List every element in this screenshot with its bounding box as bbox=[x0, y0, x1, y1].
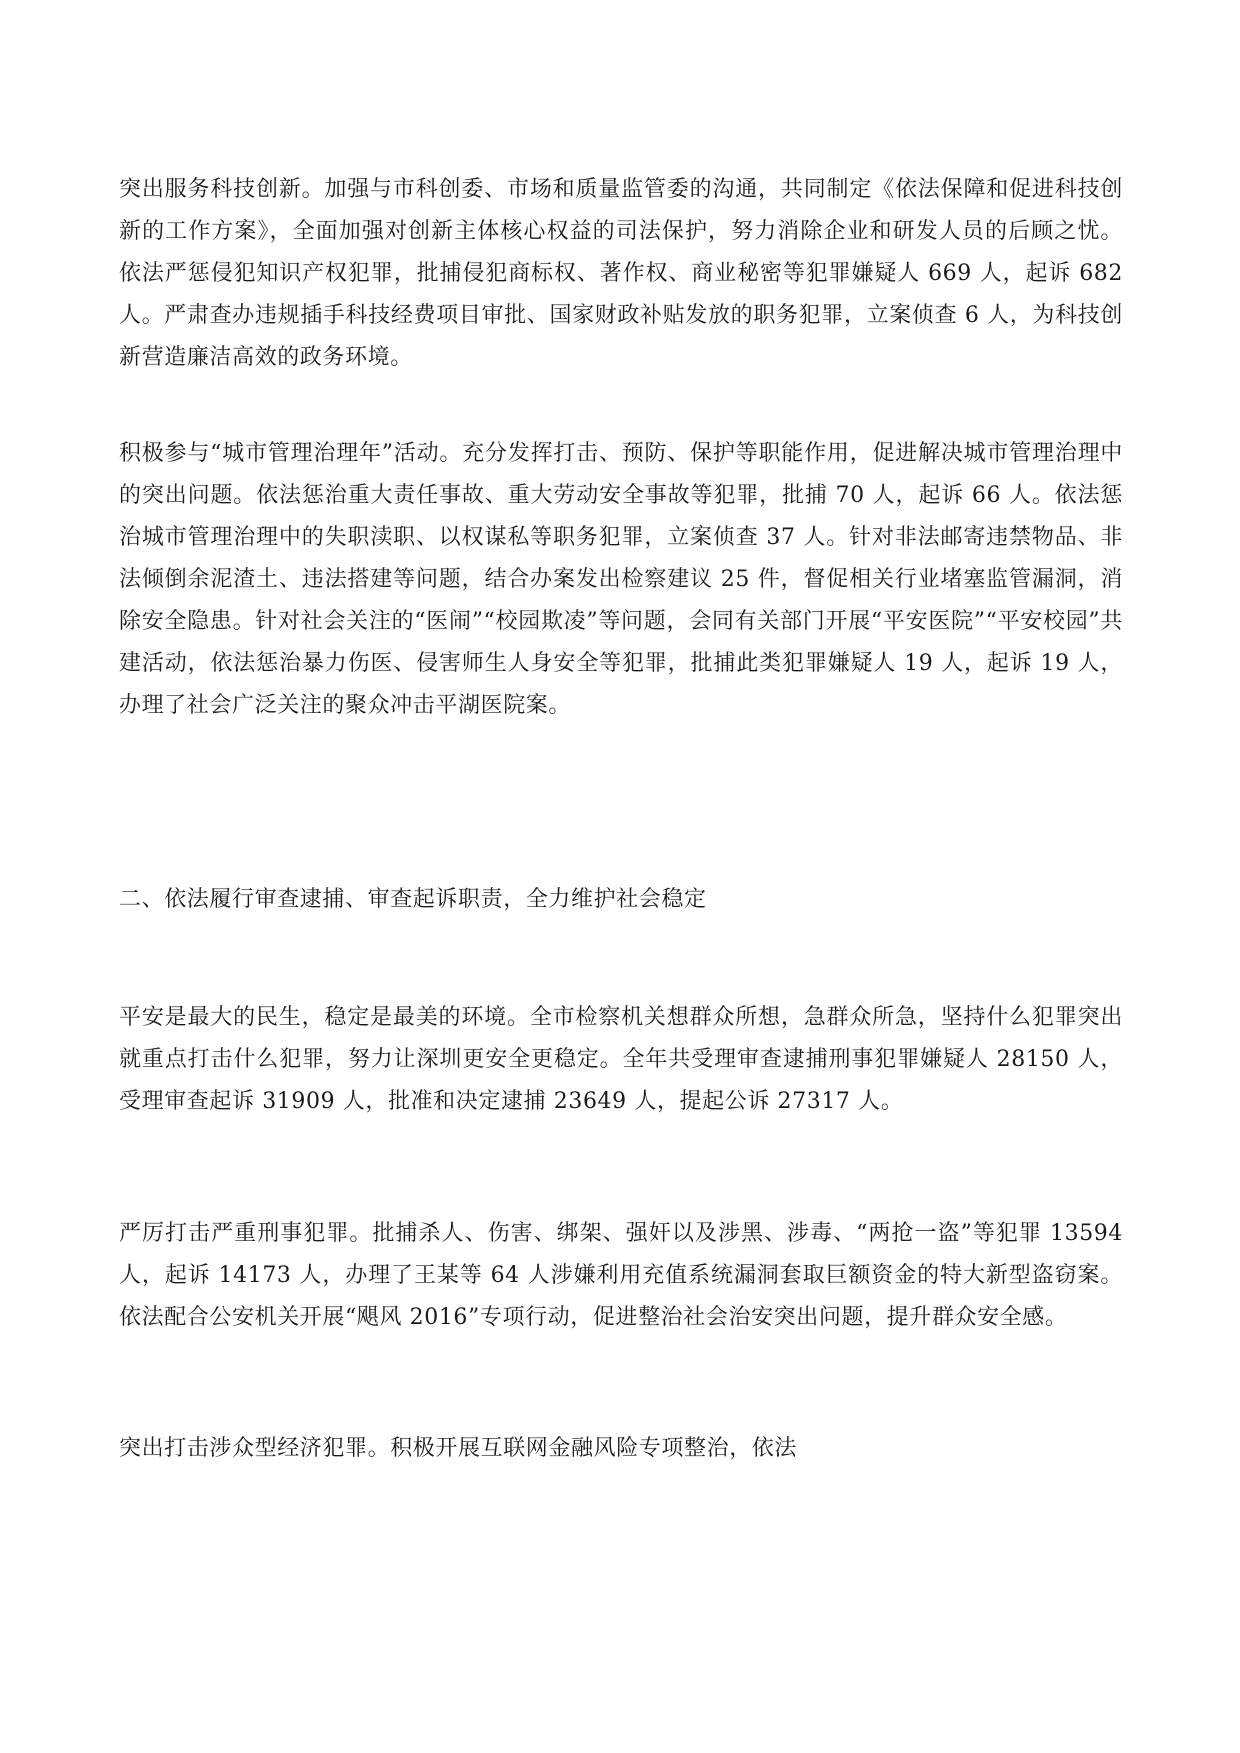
paragraph-social-stability: 平安是最大的民生，稳定是最美的环境。全市检察机关想群众所想，急群众所急，坚持什么犯罪突出就重点打击什么犯罪，努力让深圳更安全更稳定。全年共受理审查逮捕刑事犯罪嫌疑人 28150 人，受理审查起诉 31909 人，批准和决定逮捕 23649 人，提起公诉 27317 人。 bbox=[119, 1005, 1123, 1114]
paragraph-serious-crime: 严厉打击严重刑事犯罪。批捕杀人、伤害、绑架、强奸以及涉黑、涉毒、“两抢一盗”等犯罪 13594 人，起诉 14173 人，办理了王某等 64 人涉嫌利用充值系统漏洞套取巨额资金的特大新型盗窃案。依法配合公安机关开展“飓风 2016”专项行动，促进整治社会治安突出问题，提升群众安全感。 bbox=[119, 1221, 1123, 1330]
paragraph-city-management: 积极参与“城市管理治理年”活动。充分发挥打击、预防、保护等职能作用，促进解决城市管理治理中的突出问题。依法惩治重大责任事故、重大劳动安全事故等犯罪，批捕 70 人，起诉 66 人。依法惩治城市管理治理中的失职渎职、以权谋私等职务犯罪，立案侦查 37 人。针对非法邮寄违禁物品、非法倾倒余泥渣土、违法搭建等问题，结合办案发出检察建议 25 件，督促相关行业堵塞监管漏洞，消除安全隐患。针对社会关注的“医闹”“校园欺凌”等问题，会同有关部门开展“平安医院”“平安校园”共建活动，依法惩治暴力伤医、侵害师生人身安全等犯罪，批捕此类犯罪嫌疑人 19 人，起诉 19 人，办理了社会广泛关注的聚众冲击平湖医院案。 bbox=[119, 441, 1123, 718]
section-heading: 二、依法履行审查逮捕、审查起诉职责，全力维护社会稳定 bbox=[119, 887, 707, 912]
paragraph-tech-innovation: 突出服务科技创新。加强与市科创委、市场和质量监管委的沟通，共同制定《依法保障和促进科技创新的工作方案》，全面加强对创新主体核心权益的司法保护，努力消除企业和研发人员的后顾之忧。依法严惩侵犯知识产权犯罪，批捕侵犯商标权、著作权、商业秘密等犯罪嫌疑人 669 人，起诉 682 人。严肃查办违规插手科技经费项目审批、国家财政补贴发放的职务犯罪，立案侦查 6 人，为科技创新营造廉洁高效的政务环境。 bbox=[119, 177, 1123, 370]
paragraph-economic-crime: 突出打击涉众型经济犯罪。积极开展互联网金融风险专项整治，依法 bbox=[119, 1436, 798, 1461]
